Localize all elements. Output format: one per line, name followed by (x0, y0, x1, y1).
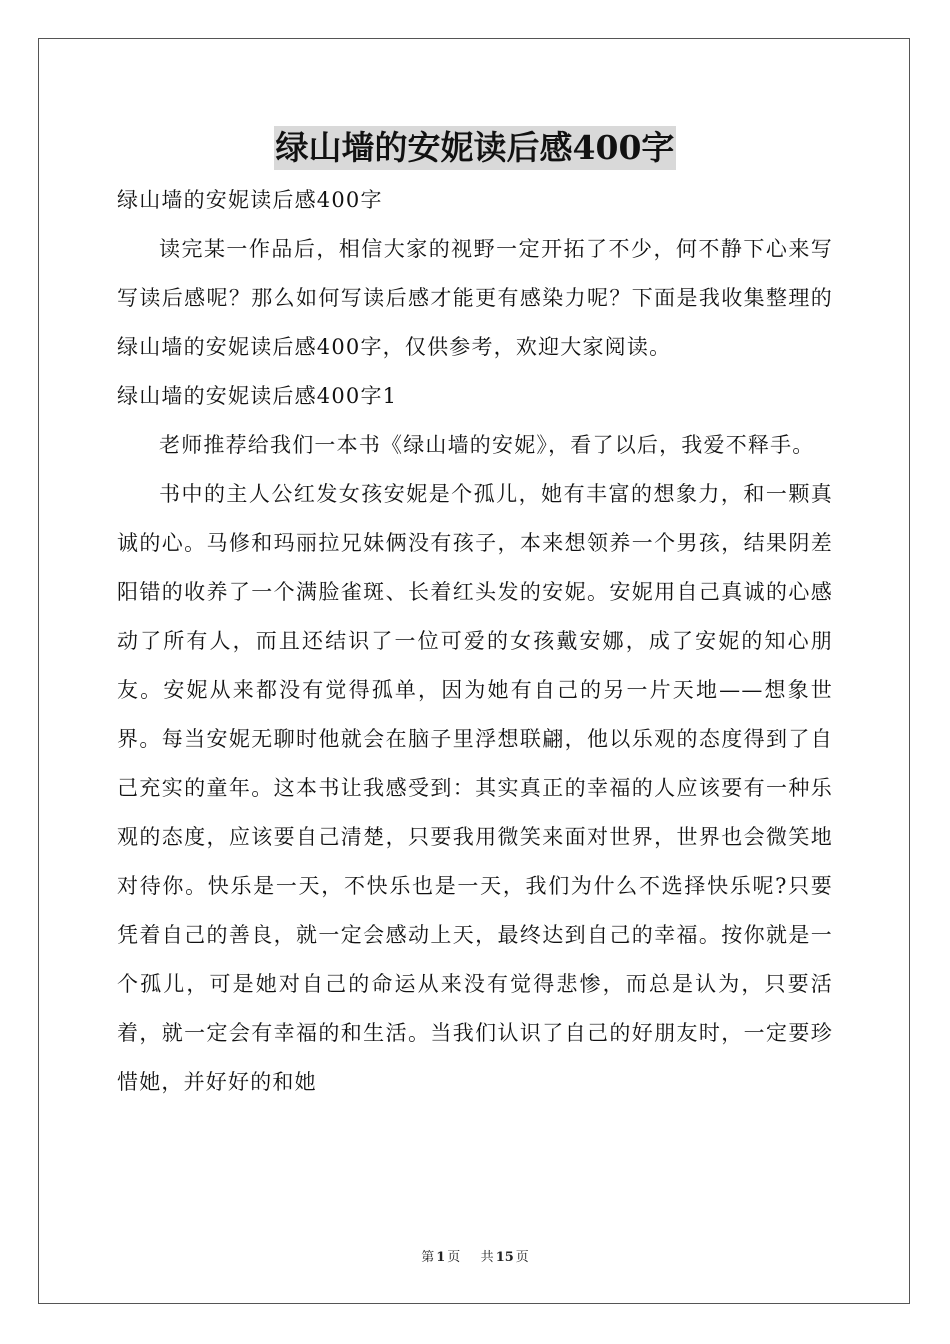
page-number: 1 (436, 1250, 446, 1265)
body-paragraph: 读完某一作品后，相信大家的视野一定开拓了不少，何不静下心来写写读后感呢？那么如何写读后感才能更有感染力呢？下面是我收集整理的绿山墙的安妮读后感400字，仅供参考，欢迎大家阅读。 (117, 237, 833, 359)
document-body (117, 176, 833, 1107)
body-paragraph: 老师推荐给我们一本书《绿山墙的安妮》，看了以后，我爱不释手。 (159, 433, 815, 457)
total-suffix: 页 (515, 1250, 529, 1265)
page-prefix: 第 (421, 1250, 435, 1265)
total-prefix: 共 (480, 1250, 494, 1265)
page-suffix: 页 (447, 1250, 461, 1265)
body-paragraph: 绿山墙的安妮读后感400字 (117, 188, 383, 212)
page-footer (0, 1246, 950, 1265)
document-title: 绿山墙的安妮读后感400字 (274, 126, 677, 170)
page-indicator (419, 1250, 462, 1265)
document-title-wrap (0, 126, 950, 170)
body-paragraph: 绿山墙的安妮读后感400字1 (117, 384, 398, 408)
total-pages: 15 (495, 1250, 514, 1265)
body-paragraph: 书中的主人公红发女孩安妮是个孤儿，她有丰富的想象力，和一颗真诚的心。马修和玛丽拉兄妹俩没有孩子，本来想领养一个男孩，结果阴差阳错的收养了一个满脸雀斑、长着红头发的安妮。安妮用自己真诚的心感动了所有人，而且还结识了一位可爱的女孩戴安娜，成了安妮的知心朋友。安妮从来都没有觉得孤单，因为她有自己的另一片天地——想象世界。每当安妮无聊时他就会在脑子里浮想联翩，他以乐观的态度得到了自己充实的童年。这本书让我感受到：其实真正的幸福的人应该要有一种乐观的态度，应该要自己清楚，只要我用微笑来面对世界，世界也会微笑地对待你。快乐是一天，不快乐也是一天，我们为什么不选择快乐呢?只要凭着自己的善良，就一定会感动上天，最终达到自己的幸福。按你就是一个孤儿，可是她对自己的命运从来没有觉得悲惨，而总是认为，只要活着，就一定会有幸福的和生活。当我们认识了自己的好朋友时，一定要珍惜她，并好好的和她 (117, 482, 833, 1094)
total-pages-indicator (479, 1250, 531, 1265)
